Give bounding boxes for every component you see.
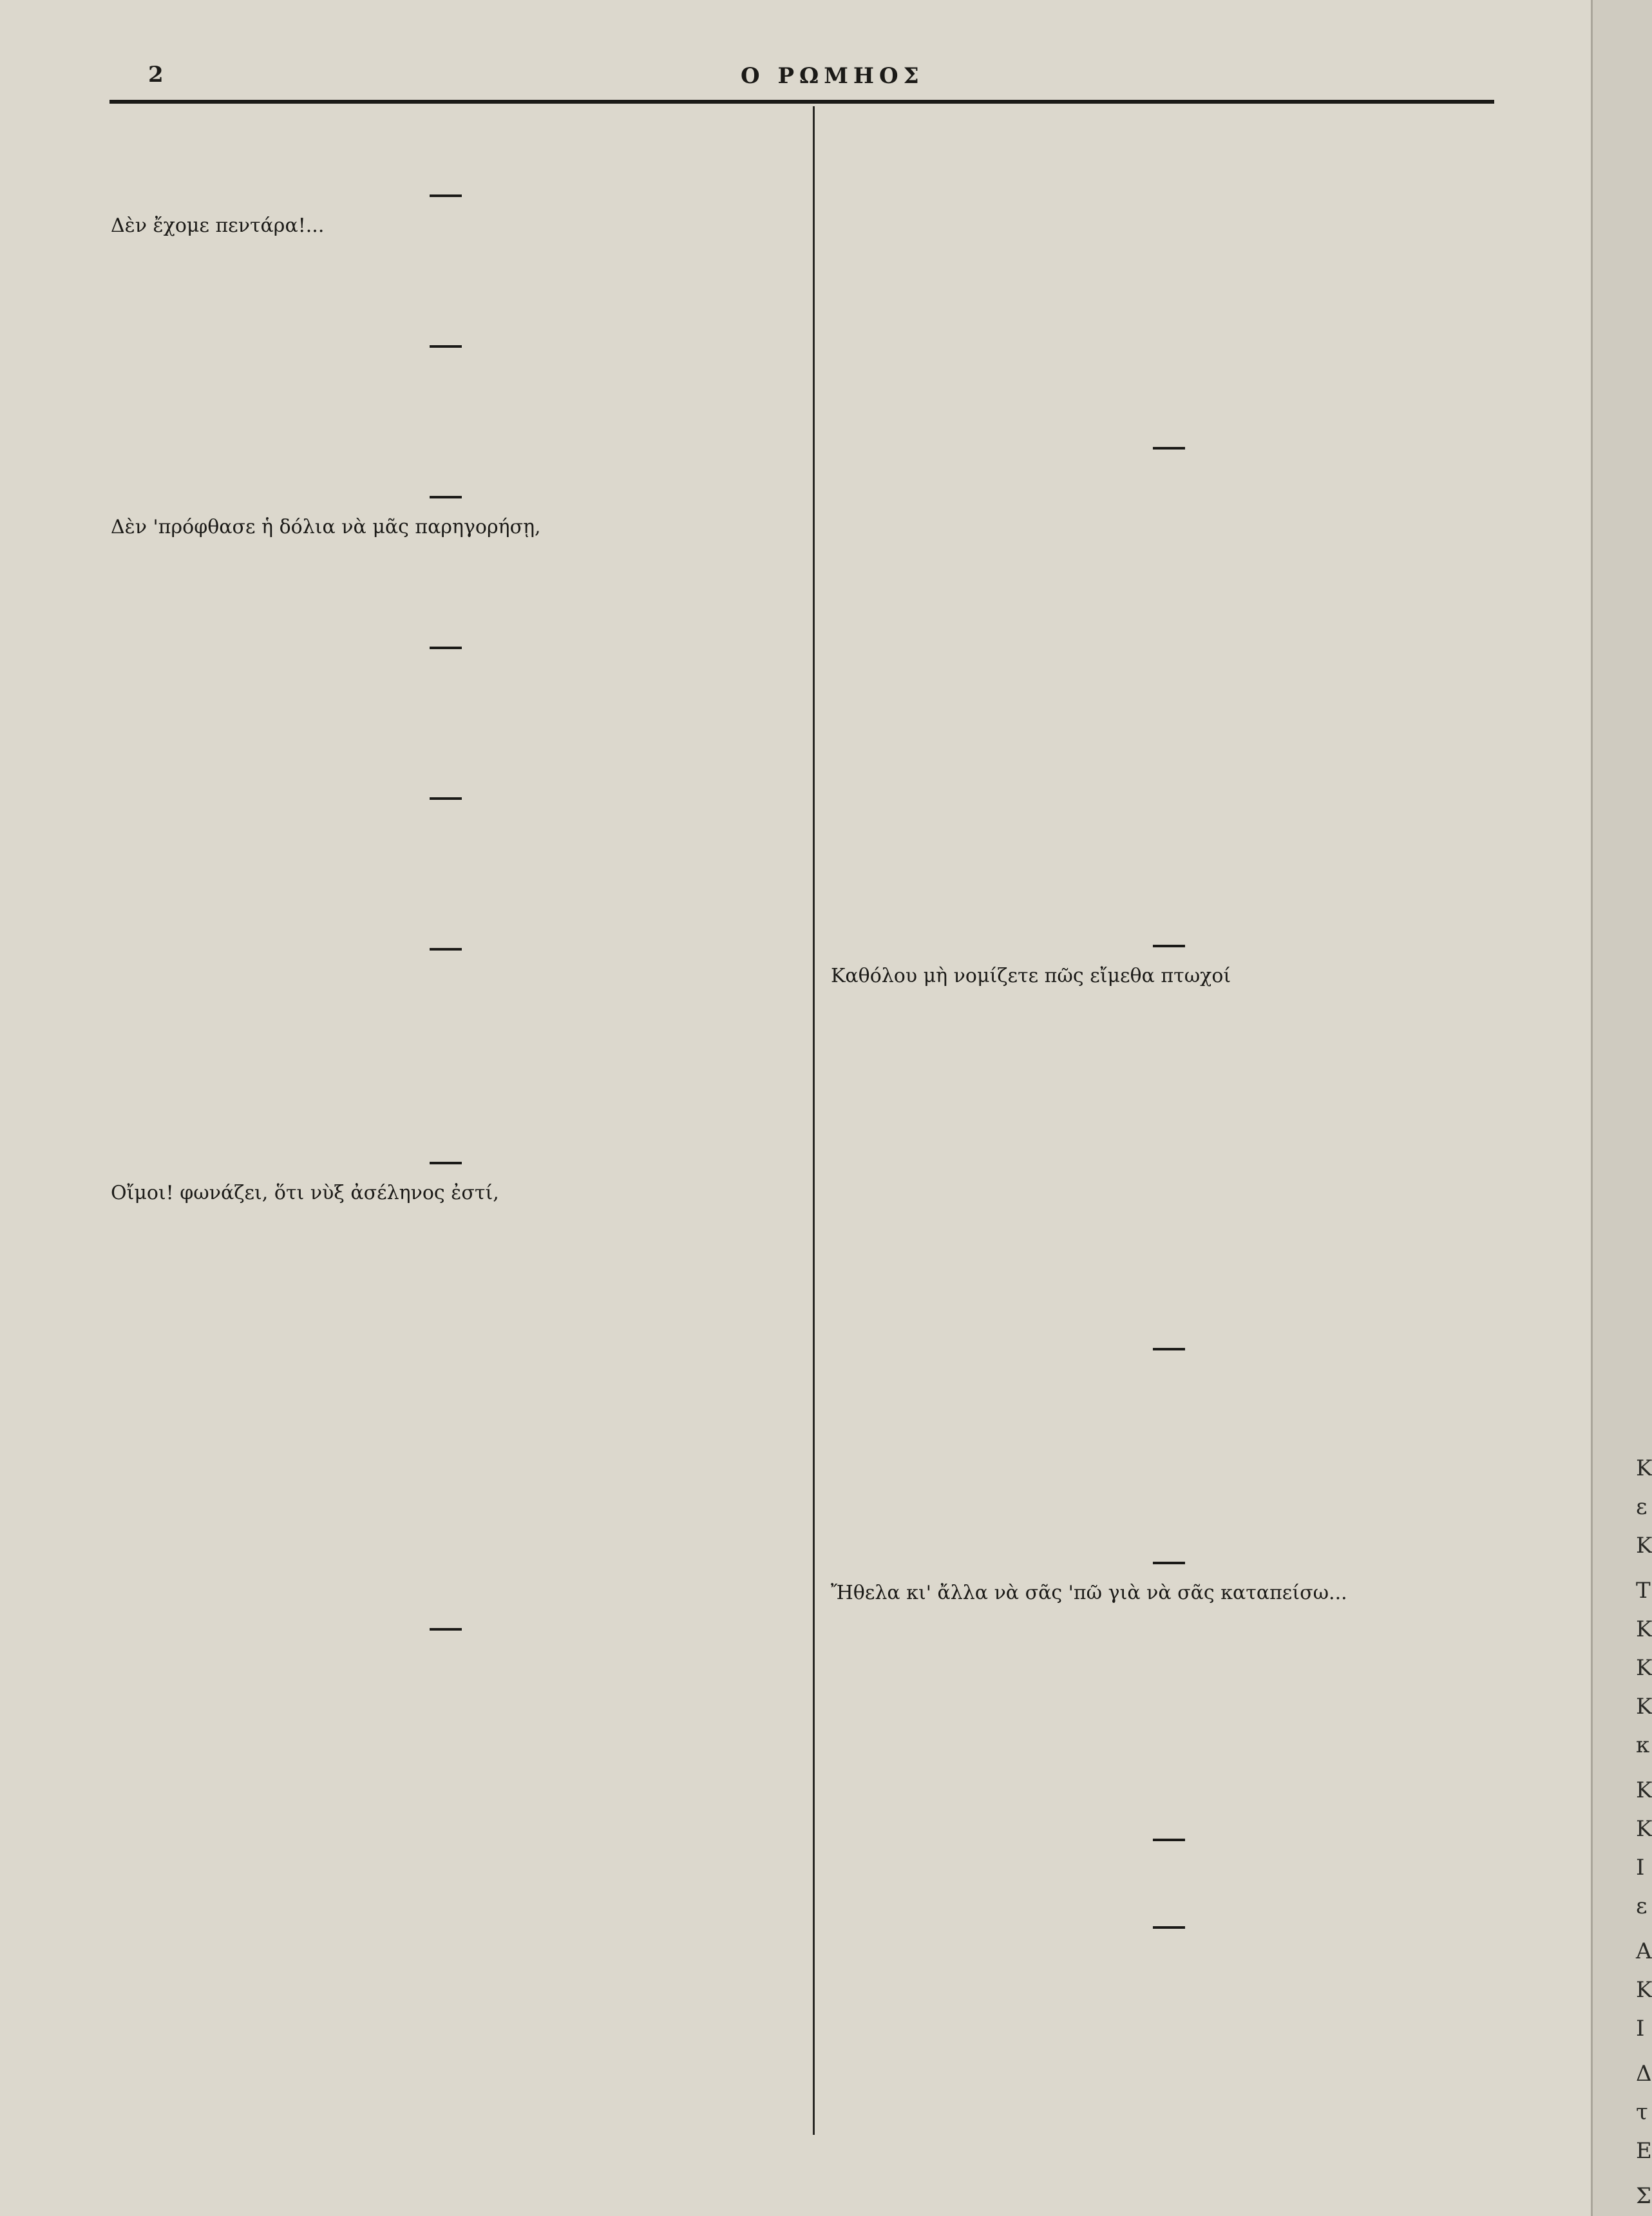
- verse-line: [831, 652, 1494, 683]
- edge-letter: Κ: [1636, 1655, 1652, 1681]
- verse-line: [111, 1864, 787, 1896]
- verse-line: [111, 392, 787, 424]
- edge-letter: Κ: [1636, 1533, 1652, 1558]
- stanza-separator: [430, 647, 462, 649]
- verse-line: [831, 746, 1494, 778]
- verse-line: [831, 992, 1494, 1023]
- verse-line: [831, 1213, 1494, 1244]
- verse-line: [111, 1738, 787, 1770]
- verse-line: [111, 757, 787, 788]
- verse-line: [831, 1150, 1494, 1181]
- verse-line: [831, 312, 1494, 343]
- verse-line: [111, 813, 787, 844]
- verse-line: [831, 462, 1494, 494]
- edge-letter: Κ: [1636, 1777, 1652, 1803]
- verse-line: [111, 907, 787, 939]
- verse-line: [111, 154, 787, 185]
- edge-letter: Σ: [1636, 2183, 1652, 2209]
- verse-line: [831, 1798, 1494, 1830]
- verse-line: [111, 273, 787, 305]
- edge-letter: κ: [1636, 1732, 1650, 1758]
- stanza-separator: [1153, 1348, 1185, 1350]
- stanza: [111, 210, 787, 336]
- verse-line: [1024, 1886, 1494, 1917]
- stanza: [111, 1643, 787, 2022]
- verse-line: [111, 122, 787, 154]
- verse-line: [831, 1672, 1494, 1703]
- verse-line: [111, 1801, 787, 1833]
- verse-line: [831, 810, 1494, 841]
- verse-line: Ἤθελα κι' ἄλλα νὰ σᾶς 'πῶ γιὰ νὰ σᾶς καταπείσω...: [831, 1582, 1347, 1604]
- edge-letter: Ι: [1636, 1855, 1645, 1880]
- stanza: [831, 1854, 1494, 1917]
- stanza: [831, 1577, 1494, 1830]
- verse-line: [111, 1833, 787, 1864]
- verse-line: [111, 1335, 787, 1367]
- verse-line: [831, 1521, 1494, 1553]
- edge-letter: Κ: [1636, 1816, 1652, 1842]
- verse-line: [111, 1675, 787, 1707]
- verse-line: [111, 305, 787, 336]
- stanza: [111, 511, 787, 638]
- verse-line: [831, 1640, 1494, 1672]
- verse-line: [111, 1524, 787, 1556]
- verse-line: [111, 1959, 787, 1991]
- right-column: [831, 122, 1494, 2068]
- edge-letter: ε: [1636, 1494, 1647, 1520]
- edge-letter: Δ: [1636, 2061, 1652, 2087]
- verse-line: [831, 557, 1494, 589]
- header-rule: [109, 100, 1494, 104]
- edge-letter: Κ: [1636, 1616, 1652, 1642]
- verse-line: [111, 844, 787, 876]
- stanza-separator: [1153, 447, 1185, 450]
- verse-line: [111, 995, 787, 1027]
- verse-line: [111, 1556, 787, 1587]
- verse-line: [111, 725, 787, 757]
- stanza-separator: [430, 948, 462, 951]
- verse-line: [831, 1735, 1494, 1766]
- verse-line: [831, 185, 1494, 217]
- stanza-separator: [430, 194, 462, 197]
- verse-line: [831, 683, 1494, 715]
- verse-line: [111, 424, 787, 455]
- stanza-separator: [430, 345, 462, 348]
- verse-line: [831, 1363, 1494, 1395]
- verse-line: [831, 1023, 1494, 1055]
- verse-line: [831, 1766, 1494, 1798]
- verse-line: [111, 1027, 787, 1058]
- verse-line: [111, 1303, 787, 1335]
- verse-line: [831, 873, 1494, 904]
- verse-line: [831, 1703, 1494, 1735]
- verse-line: [111, 606, 787, 638]
- stanza: [831, 1942, 1494, 2068]
- column-divider: [813, 106, 815, 2135]
- stanza: [111, 1177, 787, 1619]
- verse-line: [111, 455, 787, 487]
- edge-letter: ε: [1636, 1893, 1647, 1919]
- edge-letter: τ: [1636, 2099, 1648, 2125]
- verse-line: [111, 1240, 787, 1272]
- verse-line: [831, 1458, 1494, 1490]
- verse-line: [1024, 2005, 1494, 2036]
- verse-line: [831, 1490, 1494, 1521]
- verse-line: [111, 543, 787, 574]
- edge-letter: Τ: [1636, 1578, 1651, 1604]
- stanza-separator: [430, 1162, 462, 1164]
- verse-line: [111, 876, 787, 907]
- stanza: [831, 960, 1494, 1339]
- verse-line: [1024, 1973, 1494, 2005]
- verse-line: [111, 1209, 787, 1240]
- verse-line: [1024, 2036, 1494, 2068]
- verse-line: [831, 154, 1494, 185]
- verse-line: Καθόλου μὴ νομίζετε πῶς εἴμεθα πτωχοί: [831, 965, 1231, 987]
- verse-line: [831, 904, 1494, 936]
- verse-line: [111, 1398, 787, 1430]
- verse-line: [111, 1272, 787, 1303]
- verse-line: [831, 526, 1494, 557]
- edge-letter: Ι: [1636, 2016, 1645, 2041]
- verse-line: [831, 217, 1494, 249]
- page-number: 2: [148, 62, 164, 88]
- verse-line: [111, 1090, 787, 1121]
- verse-line: [831, 1181, 1494, 1213]
- stanza: [111, 361, 787, 487]
- verse-line: [831, 1244, 1494, 1276]
- stanza: [111, 813, 787, 939]
- verse-line: [111, 1430, 787, 1461]
- stanza-separator: [430, 797, 462, 800]
- verse-line: [831, 620, 1494, 652]
- verse-line: [831, 778, 1494, 810]
- verse-line: [111, 694, 787, 725]
- verse-line: [111, 1493, 787, 1524]
- stanza: [111, 963, 787, 1153]
- stanza: [831, 1363, 1494, 1553]
- stanza: [831, 462, 1494, 936]
- verse-line: Δὲν 'πρόφθασε ἡ δόλια νὰ μᾶς παρηγορήσῃ,: [111, 516, 541, 538]
- verse-line: [111, 1991, 787, 2022]
- verse-line: [1024, 1854, 1494, 1886]
- verse-line: [111, 241, 787, 273]
- edge-letter: Κ: [1636, 1455, 1652, 1481]
- stanza: [111, 122, 787, 185]
- verse-line: [831, 715, 1494, 746]
- edge-letter: Α: [1636, 1938, 1652, 1964]
- stanza-separator: [430, 496, 462, 498]
- verse-line: [831, 1307, 1494, 1339]
- verse-line: [111, 361, 787, 392]
- verse-line: Οἴμοι! φωνάζει, ὅτι νὺξ ἀσέληνος ἐστί,: [111, 1182, 499, 1204]
- edge-letter: Ε: [1636, 2138, 1652, 2164]
- stanza-separator: [1153, 1926, 1185, 1929]
- verse-line: [831, 343, 1494, 375]
- verse-line: [831, 280, 1494, 312]
- verse-line: [111, 1896, 787, 1927]
- verse-line: [831, 1426, 1494, 1458]
- verse-line: [831, 1118, 1494, 1150]
- verse-line: [831, 1609, 1494, 1640]
- stanza: [831, 122, 1494, 438]
- edge-letter: Κ: [1636, 1977, 1652, 2003]
- stanza-separator: [1153, 1839, 1185, 1841]
- verse-line: [111, 1058, 787, 1090]
- verse-line: [111, 1707, 787, 1738]
- verse-line: [831, 841, 1494, 873]
- verse-line: [831, 375, 1494, 406]
- verse-line: [831, 494, 1494, 526]
- verse-line: [111, 574, 787, 606]
- stanza-separator: [1153, 1562, 1185, 1564]
- stanza-separator: [430, 1628, 462, 1631]
- stanza-separator: [1153, 945, 1185, 947]
- left-column: [111, 122, 787, 2022]
- verse-line: [831, 1055, 1494, 1086]
- verse-line: [831, 1086, 1494, 1118]
- verse-line: [111, 1770, 787, 1801]
- verse-line: Δὲν ἔχομε πεντάρα!...: [111, 214, 325, 237]
- verse-line: [111, 662, 787, 694]
- verse-line: [111, 1927, 787, 1959]
- verse-line: [831, 1395, 1494, 1426]
- verse-line: [111, 963, 787, 995]
- verse-line: [831, 406, 1494, 438]
- adjacent-page-edge: [1591, 0, 1652, 2216]
- verse-line: [111, 1461, 787, 1493]
- verse-line: [831, 122, 1494, 154]
- verse-line: [831, 1276, 1494, 1307]
- verse-line: [831, 249, 1494, 280]
- stanza: [111, 662, 787, 788]
- verse-line: [111, 1367, 787, 1398]
- verse-line: [111, 1643, 787, 1675]
- masthead: Ο ΡΩΜΗΟΣ: [741, 63, 924, 89]
- verse-line: [1024, 1942, 1494, 1973]
- edge-letter: Κ: [1636, 1694, 1652, 1719]
- verse-line: [111, 1121, 787, 1153]
- verse-line: [831, 589, 1494, 620]
- verse-line: [111, 1587, 787, 1619]
